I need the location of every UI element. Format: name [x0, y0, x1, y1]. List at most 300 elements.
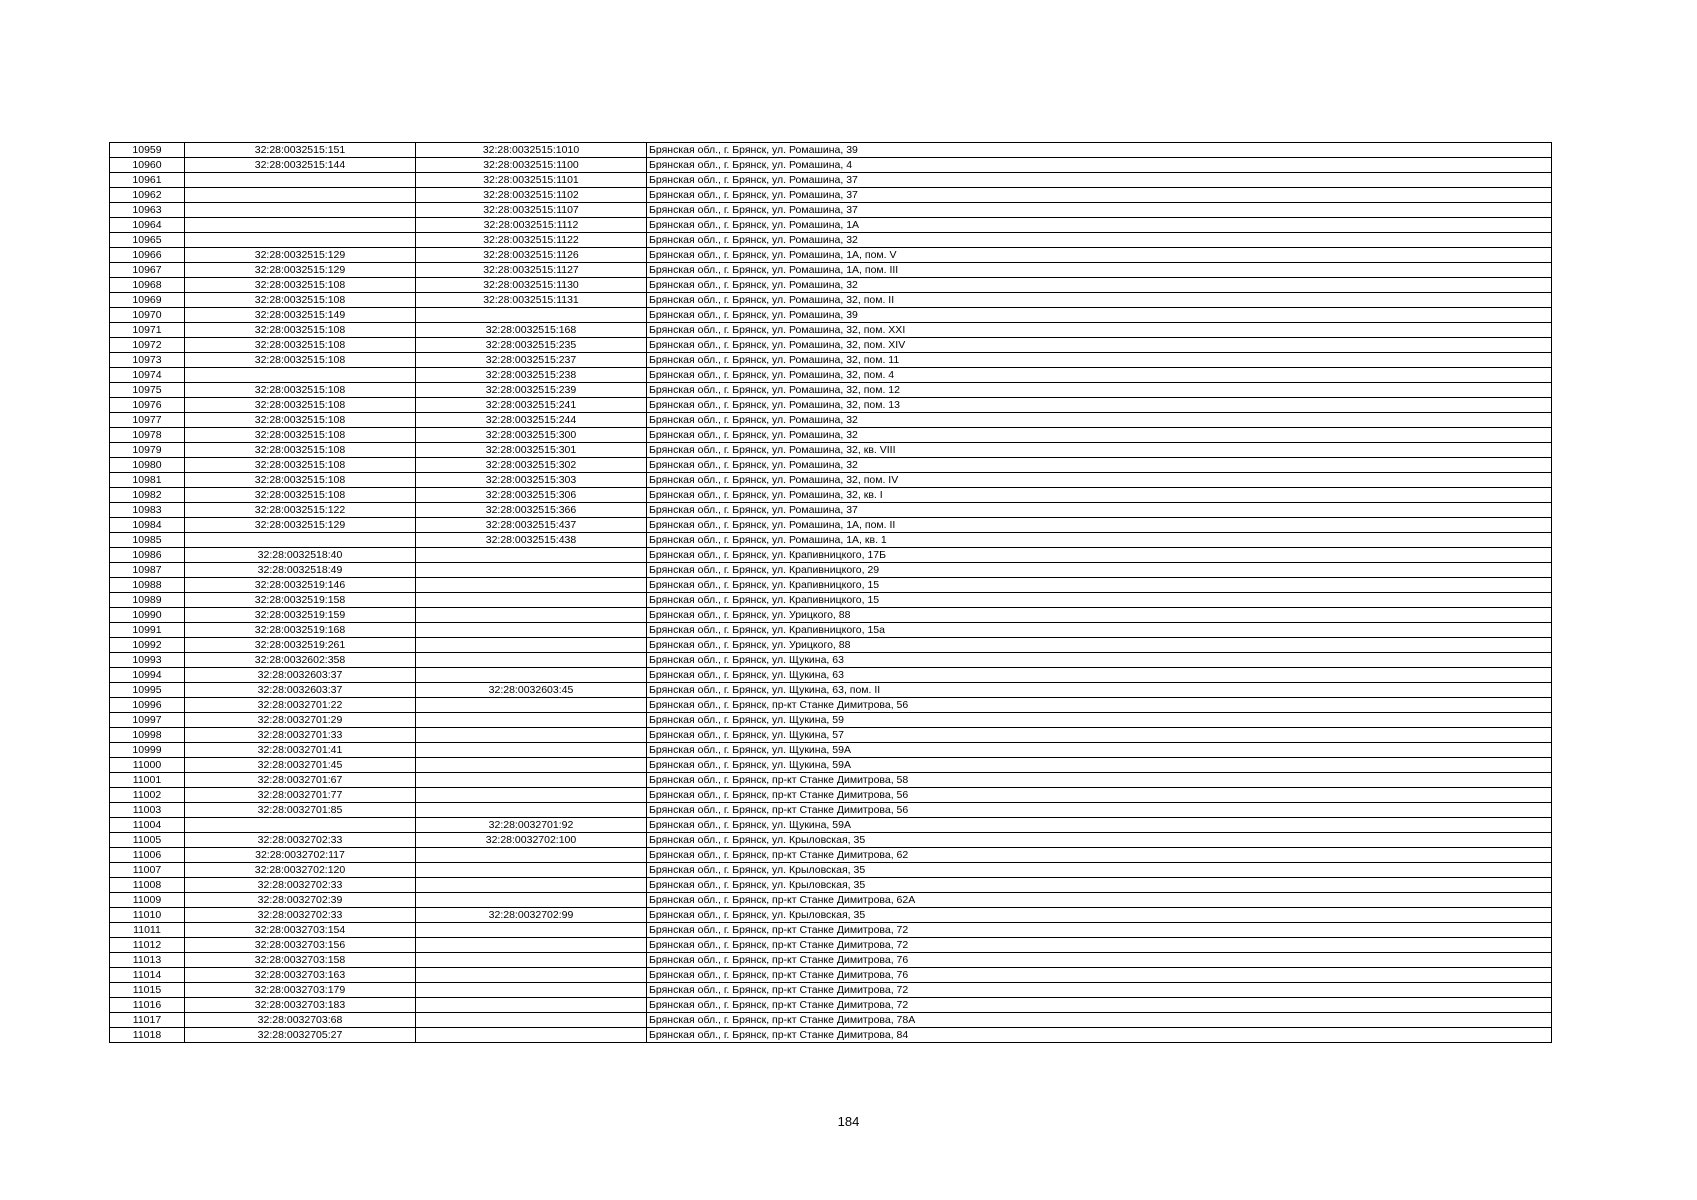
table-row: [110, 908, 1552, 923]
address-cell: Брянская обл., г. Брянск, ул. Ромашина, 32: [647, 428, 1552, 443]
parcel-number-cell: 32:28:0032515:108: [185, 383, 416, 398]
object-number-cell: [416, 743, 647, 758]
address-cell: Брянская обл., г. Брянск, пр-кт Станке Димитрова, 76: [647, 968, 1552, 983]
parcel-number-cell: 32:28:0032701:77: [185, 788, 416, 803]
row-number-cell: 10960: [110, 158, 185, 173]
table-row: [110, 863, 1552, 878]
object-number-cell: [416, 698, 647, 713]
table-row: [110, 998, 1552, 1013]
row-number-cell: 11008: [110, 878, 185, 893]
address-cell: Брянская обл., г. Брянск, ул. Ромашина, 32, пом. 12: [647, 383, 1552, 398]
address-cell: Брянская обл., г. Брянск, ул. Крапивницкого, 15: [647, 593, 1552, 608]
object-number-cell: [416, 998, 647, 1013]
table-row: [110, 593, 1552, 608]
parcel-number-cell: 32:28:0032703:68: [185, 1013, 416, 1028]
row-number-cell: 11013: [110, 953, 185, 968]
table-row: [110, 773, 1552, 788]
row-number-cell: 10972: [110, 338, 185, 353]
row-number-cell: 10983: [110, 503, 185, 518]
parcel-number-cell: 32:28:0032702:33: [185, 833, 416, 848]
table-row: [110, 668, 1552, 683]
object-number-cell: 32:28:0032515:244: [416, 413, 647, 428]
row-number-cell: 10979: [110, 443, 185, 458]
table-row: [110, 308, 1552, 323]
object-number-cell: [416, 983, 647, 998]
parcel-number-cell: 32:28:0032515:149: [185, 308, 416, 323]
address-cell: Брянская обл., г. Брянск, ул. Крыловская, 35: [647, 833, 1552, 848]
address-cell: Брянская обл., г. Брянск, ул. Крапивницкого, 17Б: [647, 548, 1552, 563]
table-row: [110, 413, 1552, 428]
table-row: [110, 698, 1552, 713]
object-number-cell: 32:28:0032702:100: [416, 833, 647, 848]
parcel-number-cell: 32:28:0032515:108: [185, 278, 416, 293]
row-number-cell: 10977: [110, 413, 185, 428]
row-number-cell: 10999: [110, 743, 185, 758]
address-cell: Брянская обл., г. Брянск, ул. Щукина, 63, пом. II: [647, 683, 1552, 698]
parcel-number-cell: 32:28:0032518:49: [185, 563, 416, 578]
object-number-cell: 32:28:0032515:1130: [416, 278, 647, 293]
address-cell: Брянская обл., г. Брянск, ул. Щукина, 63: [647, 668, 1552, 683]
parcel-number-cell: 32:28:0032705:27: [185, 1028, 416, 1043]
object-number-cell: 32:28:0032515:1010: [416, 143, 647, 158]
table-row: [110, 653, 1552, 668]
row-number-cell: 11006: [110, 848, 185, 863]
object-number-cell: 32:28:0032515:235: [416, 338, 647, 353]
address-cell: Брянская обл., г. Брянск, ул. Ромашина, 1А: [647, 218, 1552, 233]
object-number-cell: [416, 653, 647, 668]
parcel-number-cell: 32:28:0032515:108: [185, 353, 416, 368]
object-number-cell: [416, 578, 647, 593]
object-number-cell: [416, 803, 647, 818]
table-row: [110, 473, 1552, 488]
address-cell: Брянская обл., г. Брянск, ул. Ромашина, 39: [647, 143, 1552, 158]
row-number-cell: 10995: [110, 683, 185, 698]
table-row: [110, 713, 1552, 728]
parcel-number-cell: 32:28:0032515:108: [185, 488, 416, 503]
parcel-number-cell: 32:28:0032701:33: [185, 728, 416, 743]
object-number-cell: 32:28:0032515:302: [416, 458, 647, 473]
object-number-cell: 32:28:0032515:1107: [416, 203, 647, 218]
parcel-number-cell: 32:28:0032602:358: [185, 653, 416, 668]
row-number-cell: 10967: [110, 263, 185, 278]
page-number: 184: [837, 1114, 860, 1129]
object-number-cell: [416, 623, 647, 638]
object-number-cell: [416, 923, 647, 938]
parcel-number-cell: 32:28:0032515:129: [185, 248, 416, 263]
address-cell: Брянская обл., г. Брянск, пр-кт Станке Димитрова, 62А: [647, 893, 1552, 908]
object-number-cell: 32:28:0032515:1122: [416, 233, 647, 248]
table-row: [110, 788, 1552, 803]
parcel-number-cell: [185, 218, 416, 233]
address-cell: Брянская обл., г. Брянск, ул. Крапивницкого, 15: [647, 578, 1552, 593]
address-cell: Брянская обл., г. Брянск, ул. Щукина, 59А: [647, 743, 1552, 758]
table-row: [110, 938, 1552, 953]
address-cell: Брянская обл., г. Брянск, пр-кт Станке Димитрова, 58: [647, 773, 1552, 788]
object-number-cell: [416, 848, 647, 863]
object-number-cell: [416, 893, 647, 908]
row-number-cell: 10981: [110, 473, 185, 488]
parcel-number-cell: 32:28:0032519:168: [185, 623, 416, 638]
parcel-number-cell: 32:28:0032702:33: [185, 908, 416, 923]
row-number-cell: 10986: [110, 548, 185, 563]
object-number-cell: 32:28:0032515:237: [416, 353, 647, 368]
table-row: [110, 248, 1552, 263]
table-row: [110, 953, 1552, 968]
row-number-cell: 11002: [110, 788, 185, 803]
table-row: [110, 518, 1552, 533]
parcel-number-cell: [185, 368, 416, 383]
row-number-cell: 10973: [110, 353, 185, 368]
address-cell: Брянская обл., г. Брянск, ул. Ромашина, 1А, пом. V: [647, 248, 1552, 263]
object-number-cell: 32:28:0032515:1131: [416, 293, 647, 308]
object-number-cell: [416, 728, 647, 743]
table-row: [110, 803, 1552, 818]
object-number-cell: [416, 788, 647, 803]
object-number-cell: [416, 953, 647, 968]
parcel-number-cell: 32:28:0032515:129: [185, 263, 416, 278]
row-number-cell: 11003: [110, 803, 185, 818]
object-number-cell: 32:28:0032603:45: [416, 683, 647, 698]
table-row: [110, 368, 1552, 383]
parcel-number-cell: 32:28:0032702:117: [185, 848, 416, 863]
table-row: [110, 623, 1552, 638]
object-number-cell: [416, 938, 647, 953]
parcel-number-cell: 32:28:0032701:45: [185, 758, 416, 773]
table-row: [110, 923, 1552, 938]
address-cell: Брянская обл., г. Брянск, ул. Урицкого, 88: [647, 608, 1552, 623]
parcel-number-cell: 32:28:0032515:108: [185, 293, 416, 308]
address-cell: Брянская обл., г. Брянск, пр-кт Станке Димитрова, 72: [647, 998, 1552, 1013]
object-number-cell: [416, 548, 647, 563]
table-row: [110, 353, 1552, 368]
parcel-number-cell: [185, 818, 416, 833]
object-number-cell: 32:28:0032515:239: [416, 383, 647, 398]
object-number-cell: 32:28:0032701:92: [416, 818, 647, 833]
address-cell: Брянская обл., г. Брянск, ул. Крыловская, 35: [647, 908, 1552, 923]
table-row: [110, 833, 1552, 848]
object-number-cell: 32:28:0032515:1112: [416, 218, 647, 233]
table-row: [110, 503, 1552, 518]
address-cell: Брянская обл., г. Брянск, ул. Ромашина, 37: [647, 203, 1552, 218]
address-cell: Брянская обл., г. Брянск, ул. Крыловская, 35: [647, 863, 1552, 878]
row-number-cell: 11000: [110, 758, 185, 773]
table-row: [110, 338, 1552, 353]
parcel-number-cell: 32:28:0032515:151: [185, 143, 416, 158]
address-cell: Брянская обл., г. Брянск, ул. Щукина, 59А: [647, 758, 1552, 773]
parcel-number-cell: 32:28:0032701:22: [185, 698, 416, 713]
address-cell: Брянская обл., г. Брянск, ул. Щукина, 59А: [647, 818, 1552, 833]
parcel-number-cell: 32:28:0032515:122: [185, 503, 416, 518]
object-number-cell: 32:28:0032515:438: [416, 533, 647, 548]
row-number-cell: 10989: [110, 593, 185, 608]
table-row: [110, 983, 1552, 998]
row-number-cell: 11010: [110, 908, 185, 923]
table-row: [110, 263, 1552, 278]
parcel-number-cell: 32:28:0032703:154: [185, 923, 416, 938]
parcel-number-cell: 32:28:0032603:37: [185, 683, 416, 698]
parcel-number-cell: 32:28:0032518:40: [185, 548, 416, 563]
address-cell: Брянская обл., г. Брянск, пр-кт Станке Димитрова, 76: [647, 953, 1552, 968]
table-row: [110, 638, 1552, 653]
parcel-number-cell: 32:28:0032519:159: [185, 608, 416, 623]
address-cell: Брянская обл., г. Брянск, пр-кт Станке Димитрова, 72: [647, 983, 1552, 998]
object-number-cell: [416, 773, 647, 788]
parcel-number-cell: 32:28:0032703:179: [185, 983, 416, 998]
row-number-cell: 10971: [110, 323, 185, 338]
parcel-number-cell: 32:28:0032515:144: [185, 158, 416, 173]
row-number-cell: 10996: [110, 698, 185, 713]
object-number-cell: 32:28:0032515:1102: [416, 188, 647, 203]
table-row: [110, 188, 1552, 203]
object-number-cell: [416, 563, 647, 578]
parcel-number-cell: 32:28:0032701:85: [185, 803, 416, 818]
object-number-cell: [416, 593, 647, 608]
parcel-number-cell: 32:28:0032702:39: [185, 893, 416, 908]
address-cell: Брянская обл., г. Брянск, ул. Ромашина, 32, кв. VIII: [647, 443, 1552, 458]
address-cell: Брянская обл., г. Брянск, пр-кт Станке Димитрова, 62: [647, 848, 1552, 863]
row-number-cell: 10968: [110, 278, 185, 293]
row-number-cell: 10959: [110, 143, 185, 158]
address-cell: Брянская обл., г. Брянск, ул. Ромашина, 39: [647, 308, 1552, 323]
object-number-cell: 32:28:0032515:303: [416, 473, 647, 488]
table-row: [110, 458, 1552, 473]
address-cell: Брянская обл., г. Брянск, ул. Щукина, 59: [647, 713, 1552, 728]
address-cell: Брянская обл., г. Брянск, пр-кт Станке Димитрова, 56: [647, 788, 1552, 803]
address-cell: Брянская обл., г. Брянск, ул. Крапивницкого, 29: [647, 563, 1552, 578]
row-number-cell: 11009: [110, 893, 185, 908]
row-number-cell: 11016: [110, 998, 185, 1013]
table-row: [110, 233, 1552, 248]
object-number-cell: 32:28:0032515:300: [416, 428, 647, 443]
address-cell: Брянская обл., г. Брянск, ул. Ромашина, 32, пом. 4: [647, 368, 1552, 383]
row-number-cell: 10961: [110, 173, 185, 188]
row-number-cell: 11004: [110, 818, 185, 833]
row-number-cell: 10988: [110, 578, 185, 593]
parcel-number-cell: 32:28:0032515:108: [185, 458, 416, 473]
table-row: [110, 728, 1552, 743]
object-number-cell: [416, 608, 647, 623]
row-number-cell: 11012: [110, 938, 185, 953]
address-cell: Брянская обл., г. Брянск, пр-кт Станке Димитрова, 56: [647, 803, 1552, 818]
object-number-cell: [416, 308, 647, 323]
object-number-cell: [416, 1013, 647, 1028]
row-number-cell: 10976: [110, 398, 185, 413]
row-number-cell: 10993: [110, 653, 185, 668]
parcel-number-cell: 32:28:0032701:29: [185, 713, 416, 728]
row-number-cell: 10997: [110, 713, 185, 728]
object-number-cell: 32:28:0032515:301: [416, 443, 647, 458]
table-row: [110, 398, 1552, 413]
table-row: [110, 158, 1552, 173]
address-cell: Брянская обл., г. Брянск, пр-кт Станке Димитрова, 78А: [647, 1013, 1552, 1028]
address-cell: Брянская обл., г. Брянск, ул. Ромашина, 32: [647, 458, 1552, 473]
address-cell: Брянская обл., г. Брянск, ул. Ромашина, 4: [647, 158, 1552, 173]
parcel-number-cell: 32:28:0032703:156: [185, 938, 416, 953]
table-row: [110, 848, 1552, 863]
table-row: [110, 173, 1552, 188]
object-number-cell: [416, 758, 647, 773]
table-row: [110, 383, 1552, 398]
parcel-number-cell: 32:28:0032702:33: [185, 878, 416, 893]
address-cell: Брянская обл., г. Брянск, ул. Ромашина, 37: [647, 173, 1552, 188]
row-number-cell: 10994: [110, 668, 185, 683]
address-cell: Брянская обл., г. Брянск, пр-кт Станке Димитрова, 72: [647, 938, 1552, 953]
row-number-cell: 10964: [110, 218, 185, 233]
address-cell: Брянская обл., г. Брянск, ул. Ромашина, 32: [647, 233, 1552, 248]
row-number-cell: 10978: [110, 428, 185, 443]
row-number-cell: 11015: [110, 983, 185, 998]
row-number-cell: 10982: [110, 488, 185, 503]
object-number-cell: 32:28:0032515:238: [416, 368, 647, 383]
row-number-cell: 11017: [110, 1013, 185, 1028]
parcel-number-cell: 32:28:0032515:108: [185, 473, 416, 488]
parcel-number-cell: 32:28:0032703:183: [185, 998, 416, 1013]
address-cell: Брянская обл., г. Брянск, ул. Ромашина, 32, пом. 11: [647, 353, 1552, 368]
table-row: [110, 1028, 1552, 1043]
address-cell: Брянская обл., г. Брянск, ул. Ромашина, 32, пом. XXI: [647, 323, 1552, 338]
object-number-cell: 32:28:0032515:1100: [416, 158, 647, 173]
table-row: [110, 443, 1552, 458]
row-number-cell: 10962: [110, 188, 185, 203]
parcel-number-cell: 32:28:0032515:129: [185, 518, 416, 533]
address-cell: Брянская обл., г. Брянск, ул. Ромашина, 1А, пом. II: [647, 518, 1552, 533]
parcel-number-cell: [185, 533, 416, 548]
row-number-cell: 10963: [110, 203, 185, 218]
address-cell: Брянская обл., г. Брянск, ул. Щукина, 63: [647, 653, 1552, 668]
row-number-cell: 10998: [110, 728, 185, 743]
address-cell: Брянская обл., г. Брянск, пр-кт Станке Димитрова, 56: [647, 698, 1552, 713]
object-number-cell: [416, 713, 647, 728]
object-number-cell: 32:28:0032515:168: [416, 323, 647, 338]
parcel-number-cell: 32:28:0032603:37: [185, 668, 416, 683]
row-number-cell: 11005: [110, 833, 185, 848]
row-number-cell: 10985: [110, 533, 185, 548]
object-number-cell: 32:28:0032515:1126: [416, 248, 647, 263]
table-row: [110, 293, 1552, 308]
address-cell: Брянская обл., г. Брянск, ул. Ромашина, 1А, кв. 1: [647, 533, 1552, 548]
table-row: [110, 533, 1552, 548]
object-number-cell: 32:28:0032515:366: [416, 503, 647, 518]
table-row: [110, 218, 1552, 233]
row-number-cell: 11018: [110, 1028, 185, 1043]
parcel-number-cell: 32:28:0032515:108: [185, 428, 416, 443]
row-number-cell: 10980: [110, 458, 185, 473]
address-cell: Брянская обл., г. Брянск, ул. Ромашина, 32, кв. I: [647, 488, 1552, 503]
address-cell: Брянская обл., г. Брянск, ул. Крыловская, 35: [647, 878, 1552, 893]
row-number-cell: 11007: [110, 863, 185, 878]
row-number-cell: 10975: [110, 383, 185, 398]
row-number-cell: 10970: [110, 308, 185, 323]
object-number-cell: [416, 968, 647, 983]
object-number-cell: [416, 638, 647, 653]
object-number-cell: 32:28:0032515:306: [416, 488, 647, 503]
object-number-cell: 32:28:0032515:1127: [416, 263, 647, 278]
registry-table: [109, 142, 1552, 1043]
table-row: [110, 578, 1552, 593]
row-number-cell: 10974: [110, 368, 185, 383]
row-number-cell: 10969: [110, 293, 185, 308]
table-row: [110, 818, 1552, 833]
row-number-cell: 10992: [110, 638, 185, 653]
parcel-number-cell: [185, 173, 416, 188]
row-number-cell: 11001: [110, 773, 185, 788]
table-row: [110, 548, 1552, 563]
table-row: [110, 893, 1552, 908]
address-cell: Брянская обл., г. Брянск, ул. Ромашина, 32: [647, 413, 1552, 428]
parcel-number-cell: 32:28:0032515:108: [185, 413, 416, 428]
row-number-cell: 10965: [110, 233, 185, 248]
row-number-cell: 11011: [110, 923, 185, 938]
row-number-cell: 10987: [110, 563, 185, 578]
object-number-cell: [416, 1028, 647, 1043]
parcel-number-cell: 32:28:0032515:108: [185, 338, 416, 353]
table-row: [110, 323, 1552, 338]
table-row: [110, 488, 1552, 503]
table-row: [110, 878, 1552, 893]
address-cell: Брянская обл., г. Брянск, ул. Ромашина, 1А, пом. III: [647, 263, 1552, 278]
object-number-cell: 32:28:0032515:241: [416, 398, 647, 413]
row-number-cell: 10966: [110, 248, 185, 263]
address-cell: Брянская обл., г. Брянск, ул. Щукина, 57: [647, 728, 1552, 743]
table-row: [110, 683, 1552, 698]
parcel-number-cell: [185, 203, 416, 218]
address-cell: Брянская обл., г. Брянск, ул. Крапивницкого, 15а: [647, 623, 1552, 638]
address-cell: Брянская обл., г. Брянск, ул. Ромашина, 32, пом. XIV: [647, 338, 1552, 353]
address-cell: Брянская обл., г. Брянск, ул. Ромашина, 32: [647, 278, 1552, 293]
row-number-cell: 11014: [110, 968, 185, 983]
table-row: [110, 563, 1552, 578]
table-row: [110, 203, 1552, 218]
object-number-cell: 32:28:0032702:99: [416, 908, 647, 923]
table-row: [110, 1013, 1552, 1028]
address-cell: Брянская обл., г. Брянск, пр-кт Станке Димитрова, 84: [647, 1028, 1552, 1043]
parcel-number-cell: 32:28:0032703:163: [185, 968, 416, 983]
registry-table-body: [110, 143, 1552, 1043]
parcel-number-cell: [185, 188, 416, 203]
parcel-number-cell: 32:28:0032515:108: [185, 323, 416, 338]
address-cell: Брянская обл., г. Брянск, ул. Урицкого, 88: [647, 638, 1552, 653]
address-cell: Брянская обл., г. Брянск, ул. Ромашина, 32, пом. II: [647, 293, 1552, 308]
table-row: [110, 968, 1552, 983]
row-number-cell: 10990: [110, 608, 185, 623]
table-row: [110, 758, 1552, 773]
parcel-number-cell: 32:28:0032701:41: [185, 743, 416, 758]
address-cell: Брянская обл., г. Брянск, ул. Ромашина, 32, пом. 13: [647, 398, 1552, 413]
row-number-cell: 10991: [110, 623, 185, 638]
parcel-number-cell: 32:28:0032703:158: [185, 953, 416, 968]
object-number-cell: [416, 863, 647, 878]
table-row: [110, 428, 1552, 443]
object-number-cell: [416, 668, 647, 683]
address-cell: Брянская обл., г. Брянск, ул. Ромашина, 37: [647, 188, 1552, 203]
parcel-number-cell: 32:28:0032515:108: [185, 398, 416, 413]
parcel-number-cell: 32:28:0032515:108: [185, 443, 416, 458]
parcel-number-cell: 32:28:0032519:158: [185, 593, 416, 608]
parcel-number-cell: 32:28:0032702:120: [185, 863, 416, 878]
parcel-number-cell: 32:28:0032519:261: [185, 638, 416, 653]
table-row: [110, 143, 1552, 158]
table-row: [110, 743, 1552, 758]
row-number-cell: 10984: [110, 518, 185, 533]
object-number-cell: 32:28:0032515:1101: [416, 173, 647, 188]
address-cell: Брянская обл., г. Брянск, ул. Ромашина, 32, пом. IV: [647, 473, 1552, 488]
parcel-number-cell: 32:28:0032701:67: [185, 773, 416, 788]
table-row: [110, 608, 1552, 623]
object-number-cell: [416, 878, 647, 893]
parcel-number-cell: [185, 233, 416, 248]
address-cell: Брянская обл., г. Брянск, пр-кт Станке Димитрова, 72: [647, 923, 1552, 938]
table-row: [110, 278, 1552, 293]
